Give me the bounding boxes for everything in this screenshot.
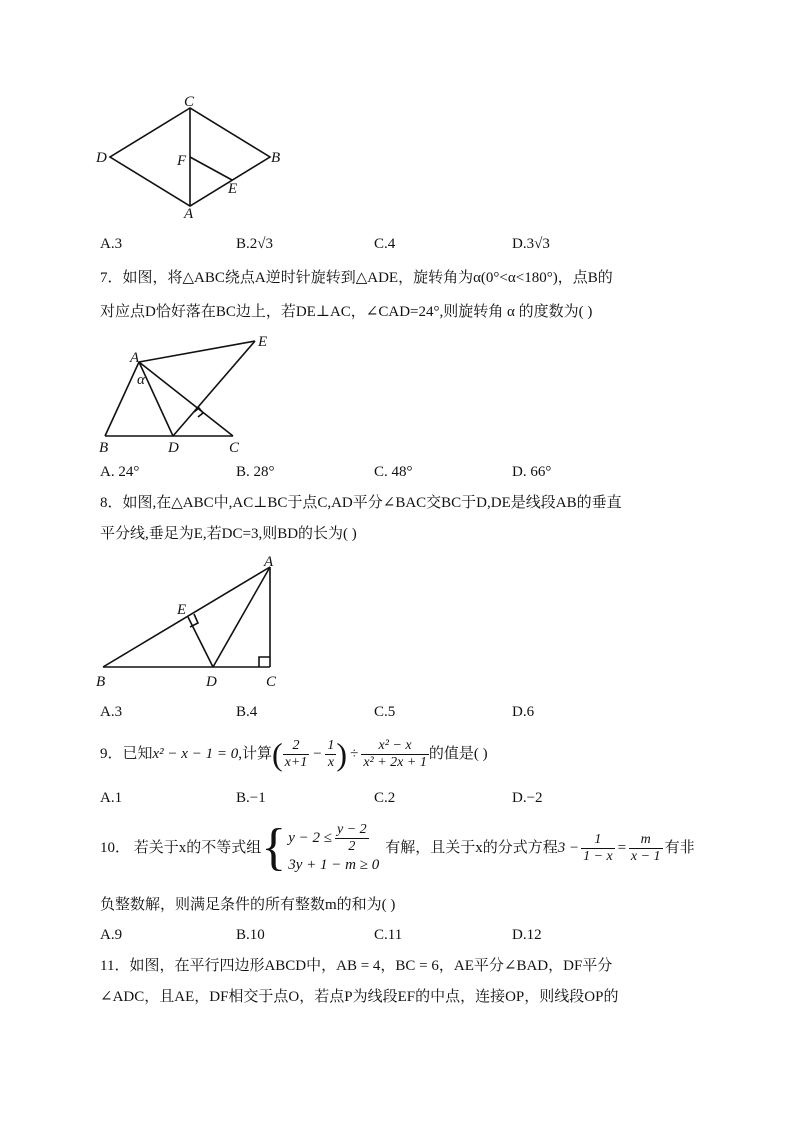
q8-option-a: A.3 xyxy=(100,704,123,720)
q10-prefix: 10． 若关于x的不等式组 xyxy=(100,840,262,856)
q11-text-line1: 11．如图，在平行四边形ABCD中，AB = 4，BC = 6，AE平分∠BAD，DF平分 xyxy=(100,958,613,974)
q7-text-line2: 对应点D恰好落在BC边上，若DE⊥AC，∠CAD=24°,则旋转角 α 的度数为( ) xyxy=(100,304,593,320)
label-a: A xyxy=(264,554,274,570)
q9-option-c: C.2 xyxy=(374,790,396,806)
q10-mid: 有解，且关于x的分式方程 xyxy=(385,840,558,856)
q10-option-d: D.12 xyxy=(512,927,542,943)
q7-option-d: D. 66° xyxy=(512,464,552,480)
q10-option-b: B.10 xyxy=(236,927,265,943)
bisector-figure xyxy=(90,552,290,692)
label-d: D xyxy=(206,674,217,690)
q8-option-c: C.5 xyxy=(374,704,396,720)
segment-fe xyxy=(190,157,232,180)
q10-fraction-1: $\frac{1}{1 - x}$ xyxy=(583,831,613,864)
q9-equation: x² − x − 1 = 0 xyxy=(152,746,239,762)
q10-inequality-system: y − 2 ≤ $\frac{y - 2}{2}$ 3y + 1 − m ≥ 0 xyxy=(288,821,380,873)
label-e: E xyxy=(177,602,187,618)
q10-text-line2: 负整数解，则满足条件的所有整数m的和为( ) xyxy=(100,897,396,913)
q7-option-b: B. 28° xyxy=(236,464,275,480)
label-a: A xyxy=(184,206,194,222)
label-c: C xyxy=(184,94,195,110)
q8-option-d: D.6 xyxy=(512,704,535,720)
q9-prefix: 9．已知 xyxy=(100,746,153,762)
rhombus-figure xyxy=(90,90,290,225)
label-e: E xyxy=(228,181,238,197)
q10-text-line1: 10． 若关于x的不等式组 { y − 2 ≤ $\frac{y - 2}{2}$ 3y + 1 − m ≥ 0 有解，且关于x的分式方程 3 − $\frac{1}{1 - x}$ = $\frac{m}{x - 1}$ 有非 xyxy=(100,819,695,876)
q9-text: 9．已知 x² − x − 1 = 0 ,计算 ( $\frac{2}{x+1}$ − $\frac{1}{x}$ ) ÷ $\frac{\text{x² − x}}{\text{x² + 2x + 1}}$ 的值是( ) xyxy=(100,736,488,772)
q9-calc: ,计算 xyxy=(238,746,272,762)
q8-text-line2: 平分线,垂足为E,若DC=3,则BD的长为( ) xyxy=(100,526,357,542)
label-c: C xyxy=(266,674,277,690)
label-f: F xyxy=(177,153,187,169)
label-b: B xyxy=(271,150,281,166)
q7-option-c: C. 48° xyxy=(374,464,413,480)
q6-option-a: A.3 xyxy=(100,236,123,252)
label-d: D xyxy=(168,440,179,456)
segment-ae xyxy=(139,341,255,362)
label-c: C xyxy=(229,440,240,456)
label-d: D xyxy=(96,150,107,166)
right-angle-mark-c xyxy=(259,657,270,667)
q7-text-line1: 7．如图，将△ABC绕点A逆时针旋转到△ADE，旋转角为α(0°<α<180°)，点B的 xyxy=(100,270,613,286)
segment-ad xyxy=(213,567,270,667)
q9-fraction-2: $\frac{1}{x}$ xyxy=(327,737,335,770)
segment-de xyxy=(188,617,213,667)
q8-text-line1: 8．如图,在△ABC中,AC⊥BC于点C,AD平分∠BAC交BC于D,DE是线段AB的垂直 xyxy=(100,495,622,511)
q10-fraction-2: $\frac{m}{x - 1}$ xyxy=(630,831,661,864)
rotation-figure xyxy=(95,332,280,457)
q9-option-d: D.−2 xyxy=(512,790,543,806)
q7-option-a: A. 24° xyxy=(100,464,140,480)
segment-ab xyxy=(105,362,139,436)
q9-fraction-1: $\frac{2}{x+1}$ xyxy=(284,737,308,770)
q9-option-b: B.−1 xyxy=(236,790,266,806)
q9-option-a: A.1 xyxy=(100,790,123,806)
q6-option-d: D.3√3 xyxy=(512,236,550,252)
label-b: B xyxy=(99,440,109,456)
q6-option-c: C.4 xyxy=(374,236,396,252)
segment-ab xyxy=(103,567,270,667)
label-a: A xyxy=(130,350,140,366)
q8-option-b: B.4 xyxy=(236,704,258,720)
q9-fraction-3: $\frac{\text{x² − x}}{\text{x² + 2x + 1}}$ xyxy=(363,737,427,770)
q10-suffix: 有非 xyxy=(664,840,695,856)
q6-option-b: B.2√3 xyxy=(236,236,273,252)
q10-option-c: C.11 xyxy=(374,927,403,943)
label-alpha: α xyxy=(137,372,145,388)
label-e: E xyxy=(258,334,268,350)
label-b: B xyxy=(96,674,106,690)
q9-suffix: 的值是( ) xyxy=(428,746,488,762)
q11-text-line2: ∠ADC，且AE，DF相交于点O，若点P为线段EF的中点，连接OP，则线段OP的 xyxy=(100,989,619,1005)
segment-ac xyxy=(139,362,233,436)
q10-option-a: A.9 xyxy=(100,927,123,943)
